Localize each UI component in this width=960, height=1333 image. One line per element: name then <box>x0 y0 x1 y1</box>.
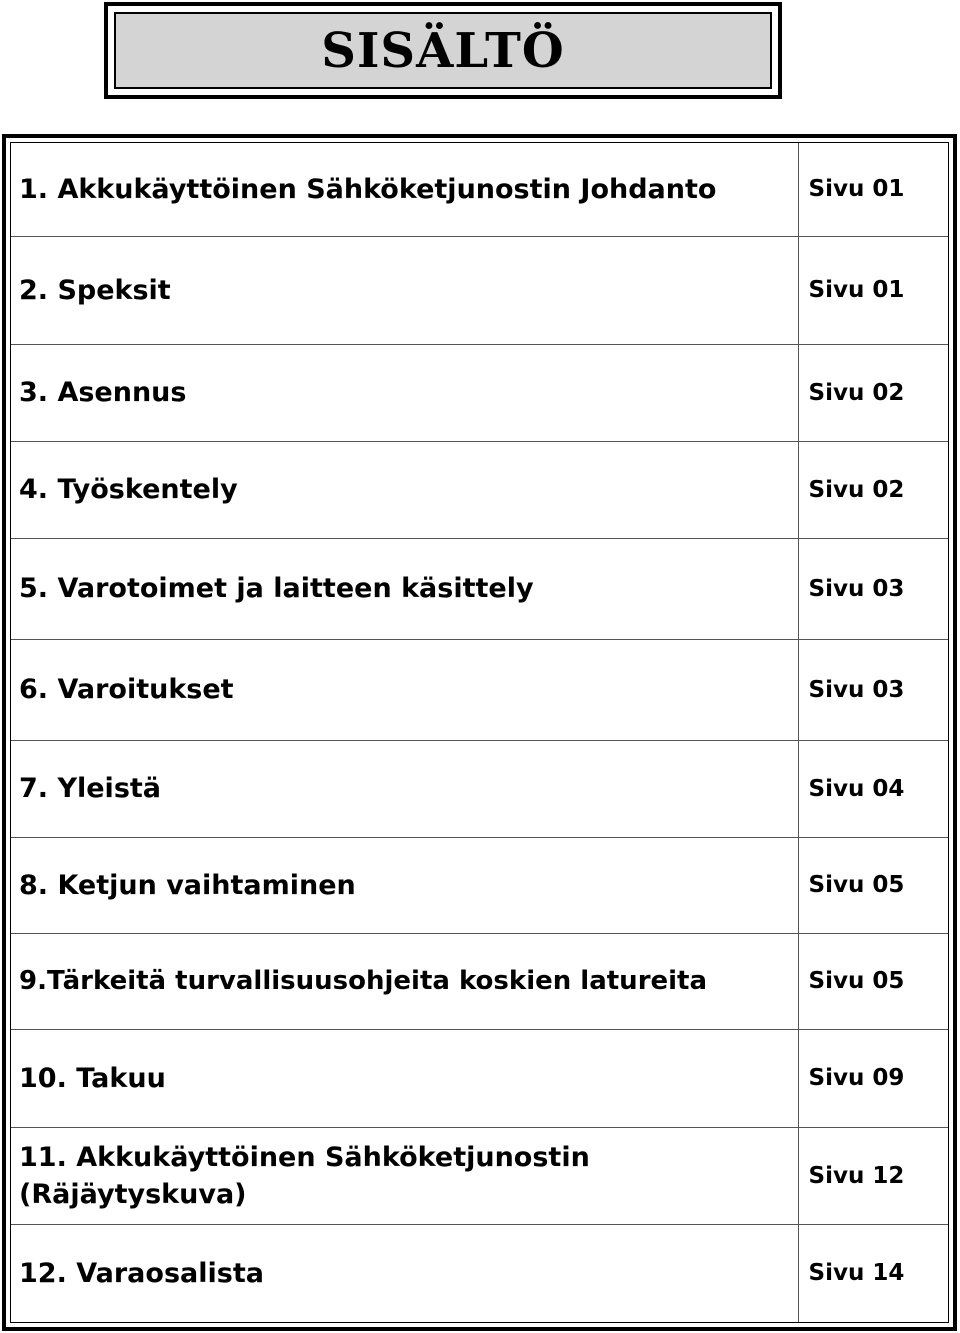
toc-entry-page: Sivu 05 <box>798 837 948 933</box>
toc-entry-title: 12. Varaosalista <box>11 1224 798 1322</box>
toc-row <box>11 1224 948 1322</box>
toc-entry-page: Sivu 05 <box>798 933 948 1029</box>
toc-entry-title: 1. Akkukäyttöinen Sähköketjunostin Johdanto <box>11 143 798 236</box>
toc-entry-title: 3. Asennus <box>11 344 798 441</box>
toc-entry-page: Sivu 09 <box>798 1029 948 1127</box>
toc-row <box>11 740 948 837</box>
table-of-contents <box>2 134 957 1331</box>
toc-row <box>11 1029 948 1127</box>
toc-row <box>11 1127 948 1224</box>
toc-entry-page: Sivu 12 <box>798 1127 948 1224</box>
toc-entry-page: Sivu 02 <box>798 441 948 538</box>
toc-entry-page: Sivu 03 <box>798 639 948 740</box>
toc-entry-page: Sivu 01 <box>798 143 948 236</box>
toc-table <box>11 143 948 1322</box>
toc-entry-title: 5. Varotoimet ja laitteen käsittely <box>11 538 798 639</box>
toc-entry-title: 11. Akkukäyttöinen Sähköketjunostin (Räjäytyskuva) <box>11 1127 798 1224</box>
toc-inner-frame <box>10 142 949 1323</box>
toc-row <box>11 236 948 344</box>
toc-row <box>11 538 948 639</box>
toc-entry-title: 10. Takuu <box>11 1029 798 1127</box>
toc-entry-title: 7. Yleistä <box>11 740 798 837</box>
toc-entry-page: Sivu 14 <box>798 1224 948 1322</box>
toc-row <box>11 933 948 1029</box>
toc-row <box>11 143 948 236</box>
toc-row <box>11 639 948 740</box>
toc-entry-title: 2. Speksit <box>11 236 798 344</box>
toc-entry-title: 6. Varoitukset <box>11 639 798 740</box>
toc-row <box>11 344 948 441</box>
toc-entry-title: 9.Tärkeitä turvallisuusohjeita koskien latureita <box>11 933 798 1029</box>
toc-entry-page: Sivu 01 <box>798 236 948 344</box>
toc-entry-title: 8. Ketjun vaihtaminen <box>11 837 798 933</box>
toc-entry-page: Sivu 02 <box>798 344 948 441</box>
toc-entry-page: Sivu 03 <box>798 538 948 639</box>
toc-entry-page: Sivu 04 <box>798 740 948 837</box>
toc-row <box>11 441 948 538</box>
title-box <box>104 2 782 99</box>
toc-entry-title: 4. Työskentely <box>11 441 798 538</box>
page-title: SISÄLTÖ <box>321 22 565 79</box>
toc-row <box>11 837 948 933</box>
title-banner <box>114 12 772 89</box>
